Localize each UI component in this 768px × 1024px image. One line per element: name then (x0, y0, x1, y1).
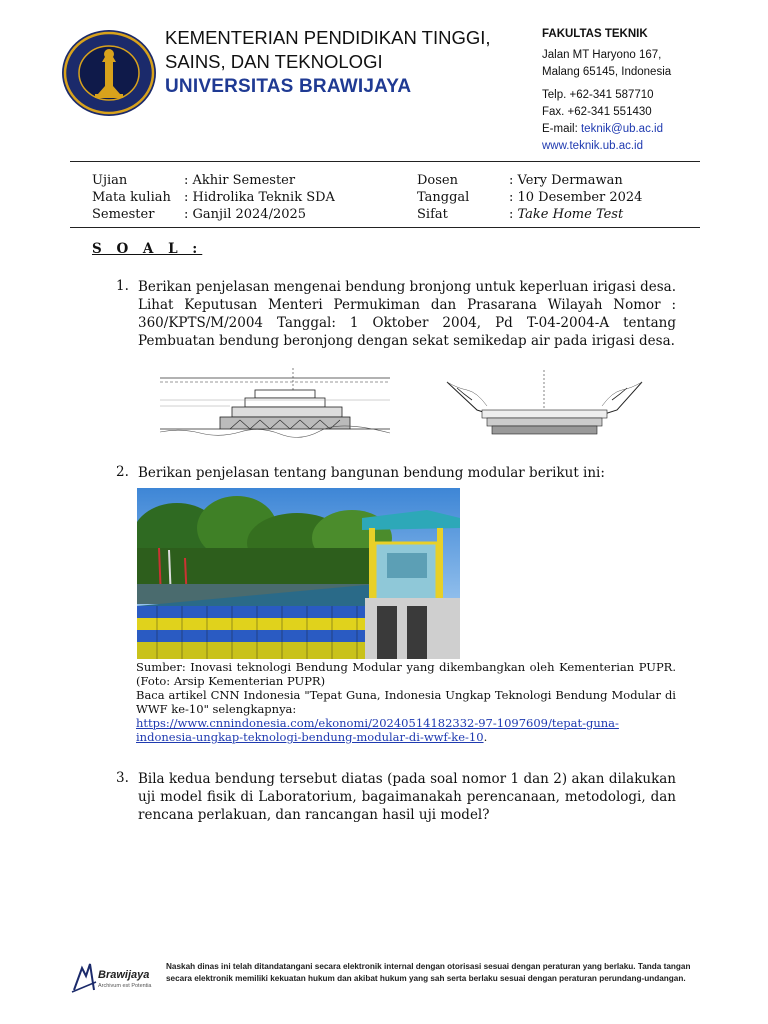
bronjong-weir-cross-section-diagram (442, 370, 647, 438)
soal-heading: S O A L : (92, 241, 203, 257)
ministry-line-1: KEMENTERIAN PENDIDIKAN TINGGI, (165, 27, 491, 48)
fax: Fax. +62-341 551430 (542, 106, 652, 118)
info-label: Ujian (92, 173, 128, 188)
faculty-title: FAKULTAS TEKNIK (542, 28, 648, 40)
email-label: E-mail: (542, 123, 581, 135)
university-name: UNIVERSITAS BRAWIJAYA (165, 76, 412, 97)
info-label: Dosen (417, 173, 458, 188)
footer-logo-motto: Archivum est Potentia (98, 983, 152, 989)
article-link[interactable]: https://www.cnnindonesia.com/ekonomi/20240514182332-97-1097609/tepat-guna-indonesia-ungkap-teknologi-bendung-modular-di-wwf-ke-10 (136, 716, 619, 744)
info-label: Semester (92, 207, 155, 222)
info-value-italic: Take Home Test (517, 207, 624, 222)
info-divider (70, 227, 700, 228)
caption-link-line: https://www.cnnindonesia.com/ekonomi/20240514182332-97-1097609/tepat-guna-indonesia-ungkap-teknologi-bendung-modular-di-wwf-ke-10. (136, 716, 619, 744)
university-logo (60, 28, 158, 118)
bronjong-weir-longitudinal-diagram (160, 368, 390, 440)
question-number: 2. (116, 464, 129, 480)
info-value: : 10 Desember 2024 (509, 190, 643, 205)
info-label: Sifat (417, 207, 448, 222)
email-link[interactable]: teknik@ub.ac.id (580, 123, 663, 135)
caption-source: Sumber: Inovasi teknologi Bendung Modular yang dikembangkan oleh Kementerian PUPR. (Foto: Arsip Kementerian PUPR) (136, 660, 676, 688)
question-text: Berikan penjelasan mengenai bendung bronjong untuk keperluan irigasi desa. Lihat Keputusan Menteri Permukiman dan Prasarana Wilayah Nomor : 360/KPTS/M/2004 Tanggal: 1 Oktober 2004, Pd T-04-2004-A tentang Pembuatan bendung beronjong dengan sekat semikedap air pada irigasi desa. (138, 279, 676, 349)
ministry-line-2: SAINS, DAN TEKNOLOGI (165, 51, 383, 72)
info-value: : Akhir Semester (184, 173, 296, 188)
caption-read: Baca artikel CNN Indonesia "Tepat Guna, Indonesia Ungkap Teknologi Bendung Modular di WWF ke-10" selengkapnya: (136, 688, 676, 716)
faculty-contact (542, 26, 671, 155)
question-number: 1. (116, 278, 129, 294)
info-label: Mata kuliah (92, 190, 171, 205)
phone: Telp. +62-341 587710 (542, 89, 654, 101)
address-line-1: Jalan MT Haryono 167, (542, 49, 662, 61)
email-line (542, 121, 671, 138)
question-text: Bila kedua bendung tersebut diatas (pada soal nomor 1 dan 2) akan dilakukan uji model fisik di Laboratorium, bagaimanakah perencanaan, metodologi, dan rencana perlakuan, dan rancangan hasil uji model? (138, 771, 676, 823)
modular-weir-photo (137, 488, 460, 659)
address-line-2: Malang 65145, Indonesia (542, 66, 672, 78)
question-text: Berikan penjelasan tentang bangunan bendung modular berikut ini: (138, 465, 605, 481)
info-value: : Very Dermawan (509, 173, 623, 188)
electronic-signature-notice: Naskah dinas ini telah ditandatangani secara elektronik internal dengan otorisasi sesuai dengan peraturan yang berlaku. Tanda tangan secara elektronik memiliki kekuatan hukum dan akibat hukum yang sah serta berlaku sesuai dengan peraturan perundang-undangan. (166, 962, 691, 983)
info-label: Tanggal (417, 190, 470, 205)
exam-info-left (92, 172, 335, 223)
exam-info-right (417, 172, 642, 223)
question-number: 3. (116, 770, 129, 786)
photo-caption (136, 660, 676, 744)
header-divider (70, 161, 700, 162)
website-link[interactable]: www.teknik.ub.ac.id (542, 140, 643, 152)
info-value: : Take Home Test (509, 207, 624, 222)
info-value: : Hidrolika Teknik SDA (184, 190, 335, 205)
info-value: : Ganjil 2024/2025 (184, 207, 307, 222)
brawijaya-archive-logo (70, 960, 162, 996)
footer-logo-text: Brawijaya (98, 969, 150, 981)
ministry-name (165, 26, 495, 74)
